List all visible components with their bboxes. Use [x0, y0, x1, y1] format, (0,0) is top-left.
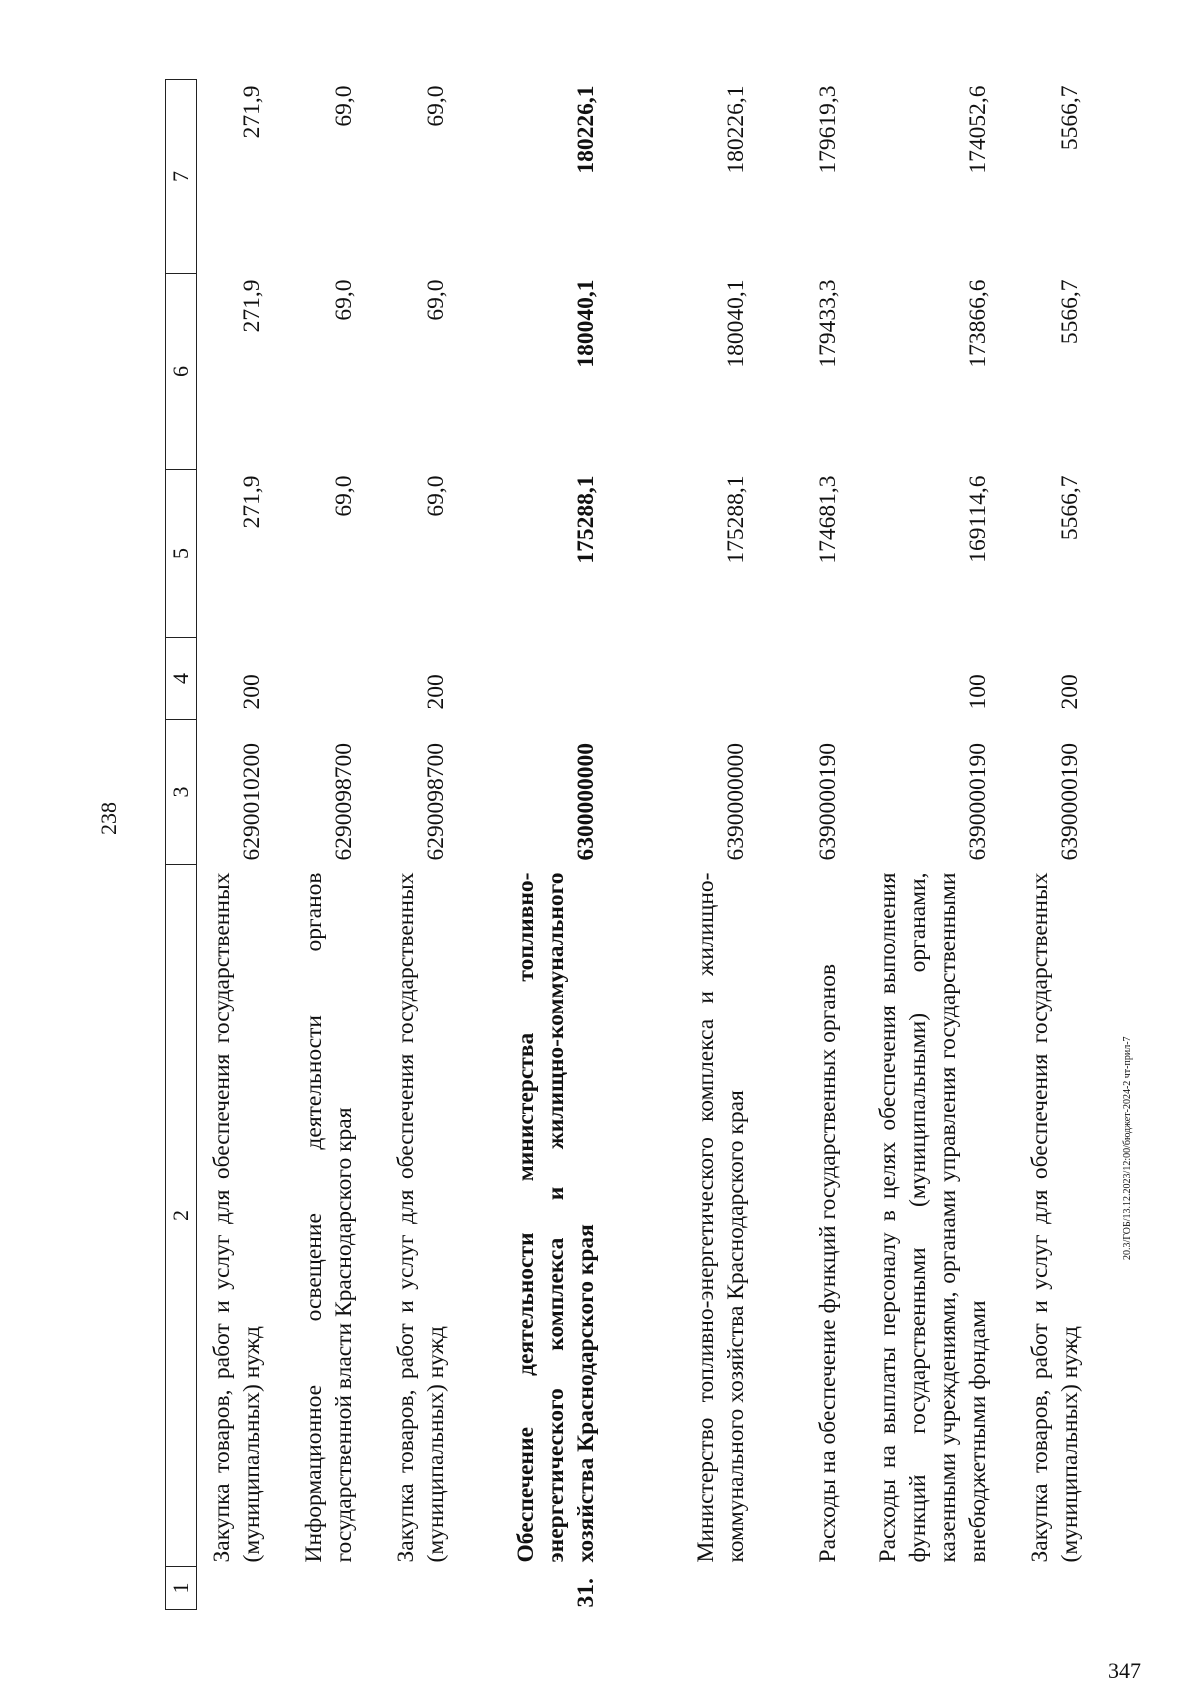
row-name: Обеспечение деятельности министерства топливно-энергетического комплекса и жилищно-коммунального хозяйства Краснодарского края: [513, 872, 599, 1563]
table-row: [843, 80, 993, 1610]
row-expense-type: [267, 638, 359, 720]
row-number: [359, 1567, 451, 1610]
row-amount-col7: 69,0: [423, 85, 449, 127]
row-expense-type: [601, 638, 751, 720]
row-amount-col6: 180040,1: [723, 279, 749, 368]
budget-table: [165, 79, 1085, 1610]
row-amount-col7: 271,9: [239, 85, 265, 139]
row-amount-col6: 271,9: [239, 279, 265, 333]
row-amount-col6: 5566,7: [1057, 279, 1083, 345]
row-amount-col5: 69,0: [331, 475, 357, 517]
row-name: Расходы на обеспечение функций государственных органов: [815, 963, 841, 1563]
row-amount-col6: 180040,1: [573, 279, 599, 368]
row-name: Информационное освещение деятельности органов государственной власти Краснодарского края: [301, 872, 357, 1563]
row-name: Расходы на выплаты персоналу в целях обеспечения выполнения функций государственными (муниципальными) органами, казенными учреждениями, органами управления государственными внебюджетными фондами: [875, 872, 991, 1563]
row-amount-col6: 69,0: [423, 279, 449, 321]
row-amount-col5: 69,0: [423, 475, 449, 517]
row-amount-col7: 179619,3: [815, 85, 841, 174]
row-expense-type: [451, 638, 601, 720]
table-row: [267, 80, 359, 1610]
row-amount-col6: 69,0: [331, 279, 357, 321]
page-number-top: 238: [96, 802, 121, 835]
footer-document-code: 20.3/ГОБ/13.12.2023/12:00/бюджет-2024-2 чт-прил-7: [1122, 1036, 1133, 1260]
row-target-code: 6390000000: [723, 743, 749, 861]
header-col-6: 6: [166, 274, 197, 470]
budget-table-rotated: [165, 80, 1190, 1610]
table-row: [601, 80, 751, 1610]
row-number: [197, 1567, 268, 1610]
row-number: [601, 1567, 751, 1610]
header-col-2: 2: [166, 865, 197, 1567]
row-amount-col7: 69,0: [331, 85, 357, 127]
table-row-section: [451, 80, 601, 1610]
row-amount-col5: 271,9: [239, 475, 265, 529]
page-number-bottom: 347: [1108, 1658, 1141, 1683]
row-amount-col7: 180226,1: [723, 85, 749, 174]
row-expense-type: 200: [239, 674, 265, 710]
row-target-code: 6290010200: [239, 743, 265, 861]
row-name: Закупка товаров, работ и услуг для обеспечения государственных (муниципальных) нужд: [1027, 872, 1083, 1563]
row-target-code: 6390000190: [815, 743, 841, 861]
header-col-3: 3: [166, 720, 197, 865]
row-expense-type: 100: [965, 674, 991, 710]
row-target-code: 6290098700: [331, 743, 357, 861]
row-target-code: 6390000190: [965, 743, 991, 861]
row-expense-type: 200: [423, 674, 449, 710]
row-target-code: 6390000190: [1057, 743, 1083, 861]
header-col-7: 7: [166, 80, 197, 274]
row-target-code: 6300000000: [573, 743, 599, 861]
row-expense-type: [751, 638, 843, 720]
row-amount-col7: 5566,7: [1057, 85, 1083, 151]
header-col-5: 5: [166, 470, 197, 638]
row-amount-col7: 174052,6: [965, 85, 991, 174]
row-amount-col5: 169114,6: [965, 475, 991, 563]
row-number: [993, 1567, 1085, 1610]
row-amount-col5: 5566,7: [1057, 475, 1083, 541]
header-col-4: 4: [166, 638, 197, 720]
row-amount-col6: 173866,6: [965, 279, 991, 368]
row-amount-col7: 180226,1: [573, 85, 599, 174]
table-header-row: [166, 80, 197, 1610]
table-row: [359, 80, 451, 1610]
row-amount-col5: 175288,1: [573, 475, 599, 564]
table-row: [197, 80, 268, 1610]
header-col-1: 1: [166, 1567, 197, 1610]
row-amount-col5: 174681,3: [815, 475, 841, 564]
row-name: Министерство топливно-энергетического комплекса и жилищно-коммунального хозяйства Краснодарского края: [693, 872, 749, 1563]
table-row: [751, 80, 843, 1610]
row-amount-col5: 175288,1: [723, 475, 749, 564]
row-target-code: 6290098700: [423, 743, 449, 861]
row-number: [751, 1567, 843, 1610]
row-expense-type: 200: [1057, 674, 1083, 710]
table-row: [993, 80, 1085, 1610]
row-number: [267, 1567, 359, 1610]
row-number: [843, 1567, 993, 1610]
row-number: 31.: [573, 1578, 599, 1608]
row-name: Закупка товаров, работ и услуг для обеспечения государственных (муниципальных) нужд: [393, 872, 449, 1563]
row-name: Закупка товаров, работ и услуг для обеспечения государственных (муниципальных) нужд: [209, 872, 265, 1563]
row-amount-col6: 179433,3: [815, 279, 841, 368]
